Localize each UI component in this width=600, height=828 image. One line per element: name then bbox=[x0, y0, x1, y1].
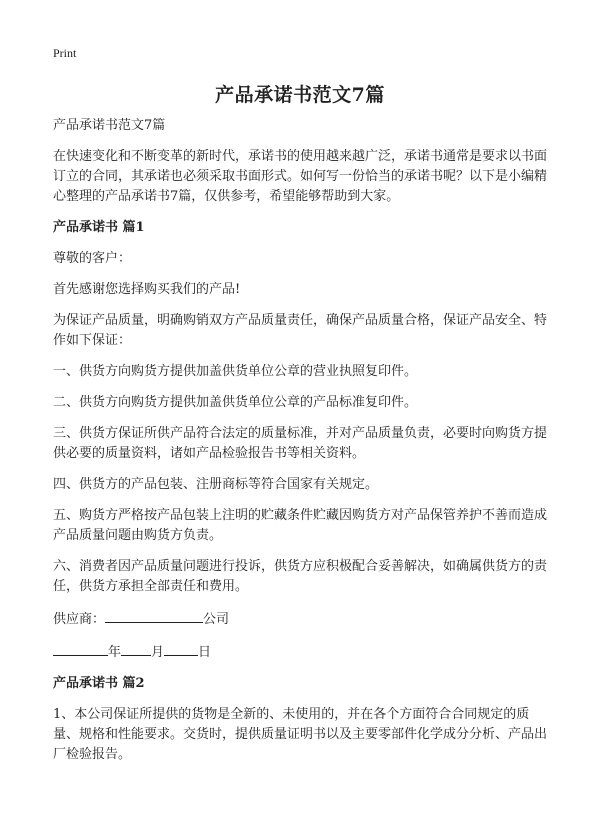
section-heading-2: 产品承诺书 篇2 bbox=[53, 676, 145, 691]
day-blank bbox=[164, 641, 198, 656]
document-subtitle: 产品承诺书范文7篇 bbox=[53, 118, 166, 133]
list-item: 二、供货方向购货方提供加盖供货单位公章的产品标准复印件。 bbox=[53, 395, 418, 410]
date-line bbox=[53, 641, 553, 663]
supplier-suffix: 公司 bbox=[203, 612, 230, 627]
list-item: 六、消费者因产品质量问题进行投诉，供货方应积极配合妥善解决，如确属供货方的责任，供货方承担全部责任和费用。 bbox=[53, 559, 548, 594]
supplier-blank bbox=[105, 608, 203, 623]
list-item: 一、供货方向购货方提供加盖供货单位公章的营业执照复印件。 bbox=[53, 364, 418, 379]
list-item: 五、购货方严格按产品包装上注明的贮藏条件贮藏因购货方对产品保管养护不善而造成产品质量问题由购货方负责。 bbox=[53, 508, 548, 543]
month-blank bbox=[121, 641, 151, 656]
list-item: 四、供货方的产品包装、注册商标等符合国家有关规定。 bbox=[53, 477, 379, 492]
year-blank bbox=[53, 641, 108, 656]
page-title: 产品承诺书范文7篇 bbox=[215, 84, 385, 106]
salutation: 尊敬的客户： bbox=[53, 251, 132, 266]
list-item: 1、本公司保证所提供的货物是全新的、未使用的，并在各个方面符合合同规定的质量、规格和性能要求。交货时，提供质量证明书以及主要零部件化学成分分析、产品出厂检验报告。 bbox=[53, 707, 548, 762]
date-day-label: 日 bbox=[198, 645, 212, 660]
date-month-label: 月 bbox=[151, 645, 165, 660]
supplier-label: 供应商： bbox=[53, 612, 106, 627]
supplier-line bbox=[53, 608, 553, 630]
intro-paragraph: 在快速变化和不断变革的新时代，承诺书的使用越来越广泛，承诺书通常是要求以书面订立的合同，其承诺也必须采取书面形式。如何写一份恰当的承诺书呢？以下是小编精心整理的产品承诺书7篇，仅供参考，希望能够帮助到大家。 bbox=[53, 149, 548, 204]
section-heading-1: 产品承诺书 篇1 bbox=[53, 220, 145, 235]
thanks-paragraph: 首先感谢您选择购买我们的产品! bbox=[53, 282, 241, 297]
preamble-paragraph: 为保证产品质量，明确购销双方产品质量责任，确保产品质量合格，保证产品安全、特作如下保证： bbox=[53, 313, 548, 348]
date-year-label: 年 bbox=[108, 645, 122, 660]
print-link[interactable]: Print bbox=[53, 46, 77, 60]
list-item: 三、供货方保证所供产品符合法定的质量标准，并对产品质量负责，必要时向购货方提供必要的质量资料，诸如产品检验报告书等相关资料。 bbox=[53, 426, 548, 461]
document-body bbox=[53, 116, 553, 776]
